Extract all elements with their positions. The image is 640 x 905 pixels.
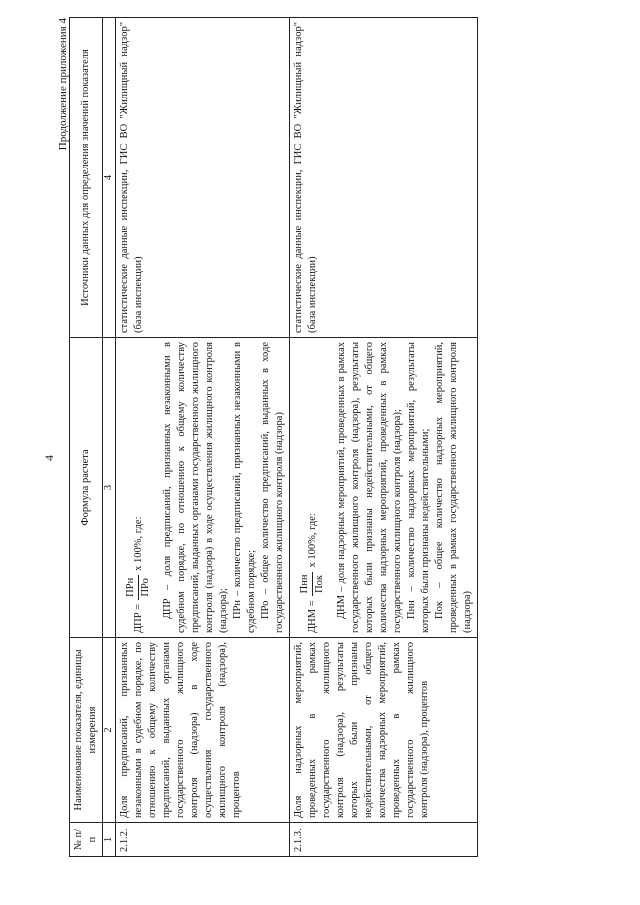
formula-definition: ПРо – общее количество предписаний, выданных в ходе государственного жилищного контроля (надзора) (260, 342, 285, 633)
column-number-row (103, 18, 116, 857)
formula-rhs: x 100%, где: (306, 513, 318, 568)
row-number: 2.1.2. (116, 823, 290, 857)
formula-fraction (298, 572, 327, 597)
header-number: № п/п (70, 823, 103, 857)
table-row (116, 18, 290, 857)
row-number: 2.1.3. (290, 823, 478, 857)
formula-definition: Пнн – количество надзорных мероприятий, результаты которых были признаны недействительными; (406, 342, 431, 633)
formula (124, 342, 153, 633)
formula-definition: ДНМ – доля надзорных мероприятий, проведенных в рамках государственного жилищного контроля (надзора), результаты которых были признаны недействительными, от общего количества надзорных мероприятий, проведенных в рамках государственного жилищного контроля (надзора); (336, 342, 403, 633)
formula (298, 342, 327, 633)
formula-lhs: ДНМ = (306, 600, 318, 633)
header-indicator-name: Наименование показателя, единицы измерения (70, 638, 103, 823)
column-number: 2 (103, 638, 116, 823)
header-formula: Формула расчета (70, 338, 103, 638)
table-row (290, 18, 478, 857)
data-source: статистические данные инспекции, ГИС ВО "Жилищный надзор" (база инспекции) (116, 18, 290, 338)
formula-cell (116, 338, 290, 638)
formula-numerator: ПРн (124, 575, 139, 600)
header-data-sources: Источники данных для определения значений показателя (70, 18, 103, 338)
formula-lhs: ДПР = (132, 603, 144, 633)
formula-definition: ДПР – доля предписаний, признанных незаконными в судебном порядке, по отношению к общему количеству предписаний, выданных органами государственного жилищного контроля (надзора) в ходе осуществления жилищного контроля (надзора); (162, 342, 229, 633)
column-number: 4 (103, 18, 116, 338)
column-number: 1 (103, 823, 116, 857)
formula-cell (290, 338, 478, 638)
indicator-name: Доля надзорных мероприятий, проведенных в рамках государственного жилищного контроля (надзора), результаты которых были признаны недействительными, от общего количества надзорных мероприятий, проведенных в рамках государственного жилищного контроля (надзора), процентов (290, 638, 478, 823)
formula-denominator: ПРо (140, 578, 151, 597)
table-header-row (70, 18, 103, 857)
indicators-table (69, 17, 478, 857)
page-number: 4 (42, 455, 56, 461)
formula-denominator: Пок (314, 574, 325, 593)
data-source: статистические данные инспекции, ГИС ВО "Жилищный надзор" (база инспекции) (290, 18, 478, 338)
formula-definition: Пок – общее количество надзорных мероприятий, проведенных в рамках государственного жилищного контроля (надзора) (434, 342, 473, 633)
formula-rhs: x 100%, где: (132, 516, 144, 571)
column-number: 3 (103, 338, 116, 638)
formula-fraction (124, 575, 153, 600)
formula-numerator: Пнн (298, 572, 313, 597)
indicator-name: Доля предписаний, признанных незаконными в судебном порядке, по отношению к общему количеству предписаний, выданных органами государственного жилищного контроля (надзора) в ходе осуществления государственного жилищного контроля (надзора), процентов (116, 638, 290, 823)
appendix-title: Продолжение приложения 4 (57, 18, 69, 151)
formula-definition: ПРн – количество предписаний, признанных незаконными в судебном порядке; (232, 342, 257, 633)
